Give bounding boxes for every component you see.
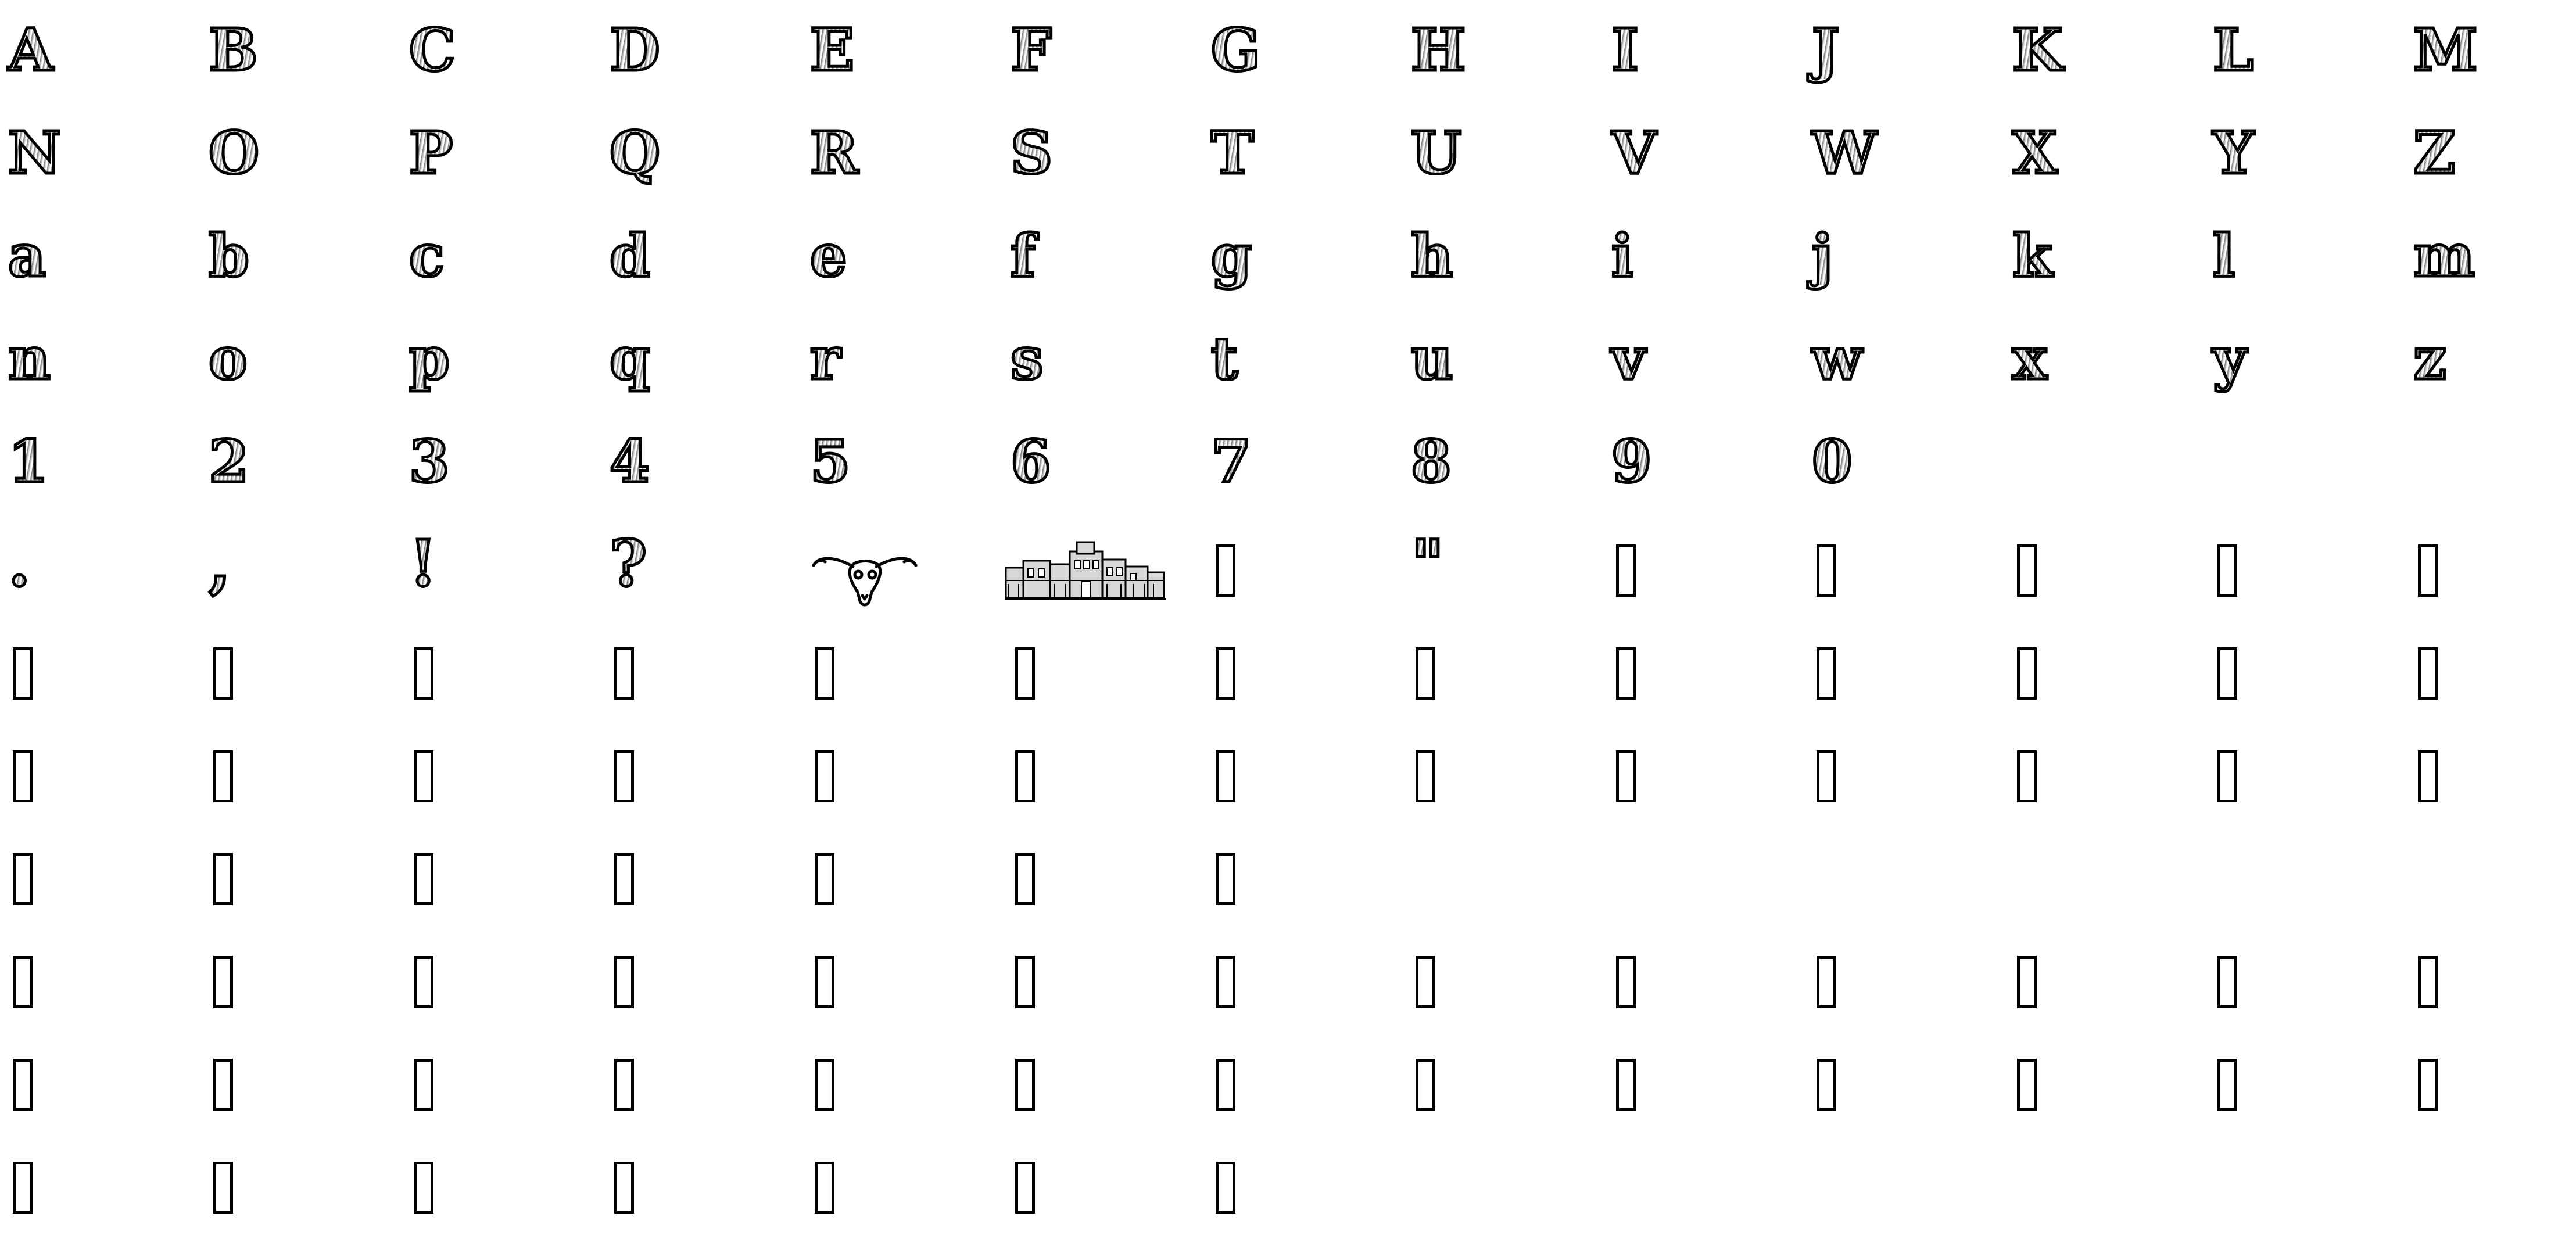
glyph-cell <box>1804 223 2001 325</box>
glyph-cell <box>200 1046 398 1148</box>
glyph-sample: s <box>1011 324 1044 393</box>
glyph-cell <box>200 635 398 737</box>
glyph-cell <box>1002 120 1200 223</box>
glyph-row <box>0 1046 2576 1148</box>
glyph-cell <box>1403 526 1600 634</box>
missing-glyph-box <box>414 1162 433 1214</box>
glyph-cell <box>2205 120 2402 223</box>
glyph-row <box>0 429 2576 531</box>
glyph-cell <box>200 1149 398 1251</box>
glyph-sample: O <box>209 119 260 187</box>
glyph-sample: U <box>1411 119 1462 187</box>
glyph-cell <box>1002 532 1200 634</box>
glyph-cell <box>2004 737 2202 840</box>
missing-glyph-box <box>1817 544 1836 597</box>
glyph-row <box>0 635 2576 737</box>
glyph-cell <box>601 737 799 840</box>
missing-glyph-box <box>1216 647 1235 700</box>
glyph-cell <box>200 526 398 634</box>
missing-glyph-box <box>1416 750 1435 802</box>
missing-glyph-box <box>1216 1162 1235 1214</box>
missing-glyph-box <box>1616 956 1636 1008</box>
glyph-cell <box>0 120 198 223</box>
missing-glyph-box <box>213 956 233 1008</box>
glyph-cell <box>601 1046 799 1148</box>
glyph-sample: G <box>1211 16 1261 84</box>
glyph-sample: , <box>209 526 231 601</box>
glyph-cell <box>1804 532 2001 634</box>
glyph-cell <box>2405 223 2576 325</box>
missing-glyph-box <box>1015 1059 1035 1111</box>
glyph-sample: T <box>1211 119 1255 187</box>
missing-glyph-box <box>13 1059 33 1111</box>
glyph-cell <box>2405 532 2576 634</box>
steer-skull-icon <box>802 532 999 634</box>
glyph-cell <box>2405 943 2576 1045</box>
glyph-sample: W <box>1812 119 1878 187</box>
glyph-cell <box>2205 223 2402 325</box>
missing-glyph-box <box>2017 750 2037 802</box>
glyph-cell <box>1002 17 1200 120</box>
glyph-cell <box>2205 943 2402 1045</box>
glyph-cell <box>802 532 999 634</box>
glyph-cell <box>1203 326 1400 428</box>
glyph-row <box>0 840 2576 942</box>
glyph-cell <box>802 635 999 737</box>
glyph-cell <box>401 1046 599 1148</box>
glyph-row <box>0 17 2576 120</box>
glyph-cell <box>1203 840 1400 942</box>
glyph-sample: 7 <box>1211 427 1252 496</box>
missing-glyph-box <box>2217 544 2237 597</box>
glyph-cell <box>401 737 599 840</box>
glyph-cell <box>2004 326 2202 428</box>
glyph-sample: Y <box>2213 119 2255 187</box>
missing-glyph-box <box>414 956 433 1008</box>
glyph-sample: . <box>8 526 31 601</box>
glyph-sample: X <box>2012 119 2058 187</box>
glyph-cell <box>1002 737 1200 840</box>
glyph-cell <box>802 120 999 223</box>
glyph-cell <box>1804 17 2001 120</box>
glyph-cell <box>401 326 599 428</box>
glyph-cell <box>401 526 599 634</box>
missing-glyph-box <box>13 647 33 700</box>
missing-glyph-box <box>1015 853 1035 905</box>
glyph-sample: I <box>1611 16 1639 84</box>
missing-glyph-box <box>13 956 33 1008</box>
glyph-cell <box>1203 17 1400 120</box>
glyph-cell <box>802 223 999 325</box>
missing-glyph-box <box>1216 1059 1235 1111</box>
glyph-cell <box>802 326 999 428</box>
glyph-cell <box>1603 223 1801 325</box>
glyph-cell <box>1603 17 1801 120</box>
glyph-cell <box>802 840 999 942</box>
missing-glyph-box <box>2418 544 2438 597</box>
glyph-sample: j <box>1812 221 1833 290</box>
glyph-cell <box>401 120 599 223</box>
glyph-sample: " <box>1411 526 1445 601</box>
glyph-cell <box>1603 1046 1801 1148</box>
glyph-cell <box>401 223 599 325</box>
missing-glyph-box <box>1416 1059 1435 1111</box>
glyph-cell <box>200 429 398 531</box>
missing-glyph-box <box>213 853 233 905</box>
glyph-cell <box>1002 635 1200 737</box>
glyph-sample: A <box>8 16 53 84</box>
glyph-cell <box>0 737 198 840</box>
missing-glyph-box <box>1216 750 1235 802</box>
missing-glyph-box <box>2217 750 2237 802</box>
glyph-sample: ! <box>409 526 438 601</box>
glyph-sample: S <box>1011 119 1053 187</box>
glyph-sample: z <box>2413 324 2446 393</box>
glyph-cell <box>802 1149 999 1251</box>
glyph-cell <box>200 943 398 1045</box>
glyph-sample: g <box>1211 221 1252 290</box>
glyph-cell <box>1002 326 1200 428</box>
missing-glyph-box <box>2418 956 2438 1008</box>
glyph-cell <box>2405 737 2576 840</box>
glyph-cell <box>1203 223 1400 325</box>
glyph-row <box>0 223 2576 325</box>
glyph-sample: k <box>2012 221 2053 290</box>
glyph-sample: 4 <box>610 427 650 496</box>
glyph-sample: i <box>1611 221 1633 290</box>
glyph-cell <box>2004 223 2202 325</box>
missing-glyph-box <box>213 1162 233 1214</box>
glyph-cell <box>601 635 799 737</box>
glyph-sample: R <box>810 119 859 187</box>
missing-glyph-box <box>614 1059 634 1111</box>
missing-glyph-box <box>1416 647 1435 700</box>
glyph-sample: M <box>2413 16 2478 84</box>
glyph-cell <box>1804 120 2001 223</box>
glyph-cell <box>2004 635 2202 737</box>
glyph-cell <box>401 635 599 737</box>
missing-glyph-box <box>1616 544 1636 597</box>
glyph-cell <box>1603 532 1801 634</box>
glyph-sample: r <box>810 324 841 393</box>
glyph-cell <box>1203 429 1400 531</box>
glyph-cell <box>1603 429 1801 531</box>
glyph-cell <box>601 223 799 325</box>
glyph-cell <box>1002 223 1200 325</box>
glyph-cell <box>1804 1046 2001 1148</box>
glyph-cell <box>401 840 599 942</box>
glyph-cell <box>0 1046 198 1148</box>
glyph-cell <box>2405 1046 2576 1148</box>
glyph-cell <box>1603 635 1801 737</box>
glyph-cell <box>1603 943 1801 1045</box>
glyph-cell <box>601 326 799 428</box>
missing-glyph-box <box>1216 956 1235 1008</box>
glyph-cell <box>401 1149 599 1251</box>
glyph-sample: l <box>2213 221 2235 290</box>
glyph-cell <box>601 120 799 223</box>
missing-glyph-box <box>815 853 834 905</box>
glyph-cell <box>0 943 198 1045</box>
glyph-cell <box>601 17 799 120</box>
missing-glyph-box <box>414 750 433 802</box>
glyph-cell <box>1403 120 1600 223</box>
glyph-row <box>0 326 2576 428</box>
glyph-sample: e <box>810 221 847 290</box>
glyph-sample: p <box>409 324 450 393</box>
glyph-sample: 0 <box>1812 427 1853 496</box>
glyph-sample: D <box>610 16 660 84</box>
glyph-sample: 1 <box>8 427 49 496</box>
glyph-cell <box>601 429 799 531</box>
glyph-sample: F <box>1011 16 1052 84</box>
missing-glyph-box <box>213 647 233 700</box>
missing-glyph-box <box>815 1059 834 1111</box>
glyph-cell <box>2205 737 2402 840</box>
glyph-cell <box>1203 532 1400 634</box>
missing-glyph-box <box>1616 647 1636 700</box>
glyph-sample: y <box>2213 324 2247 393</box>
glyph-cell <box>601 526 799 634</box>
missing-glyph-box <box>815 750 834 802</box>
glyph-cell <box>1002 429 1200 531</box>
missing-glyph-box <box>614 750 634 802</box>
glyph-cell <box>0 526 198 634</box>
glyph-cell <box>1203 737 1400 840</box>
glyph-cell <box>2405 120 2576 223</box>
missing-glyph-box <box>1817 1059 1836 1111</box>
glyph-cell <box>1403 635 1600 737</box>
glyph-cell <box>1603 326 1801 428</box>
glyph-sample: L <box>2213 16 2254 84</box>
missing-glyph-box <box>1616 1059 1636 1111</box>
missing-glyph-box <box>2418 750 2438 802</box>
glyph-cell <box>2004 120 2202 223</box>
glyph-cell <box>2205 326 2402 428</box>
missing-glyph-box <box>2418 647 2438 700</box>
glyph-sample: o <box>209 324 248 393</box>
glyph-sample: a <box>8 221 46 290</box>
glyph-cell <box>1403 737 1600 840</box>
glyph-cell <box>1203 1149 1400 1251</box>
glyph-cell <box>1002 1046 1200 1148</box>
glyph-sample: B <box>209 16 258 84</box>
glyph-cell <box>200 840 398 942</box>
missing-glyph-box <box>13 1162 33 1214</box>
missing-glyph-box <box>1817 647 1836 700</box>
glyph-cell <box>802 943 999 1045</box>
glyph-cell <box>1403 223 1600 325</box>
glyph-cell <box>0 840 198 942</box>
glyph-cell <box>1804 737 2001 840</box>
glyph-cell <box>0 17 198 120</box>
glyph-cell <box>0 326 198 428</box>
glyph-sample: J <box>1812 16 1840 84</box>
glyph-cell <box>1203 1046 1400 1148</box>
missing-glyph-box <box>815 647 834 700</box>
glyph-sample: t <box>1211 324 1238 393</box>
glyph-sample: w <box>1812 324 1862 393</box>
glyph-cell <box>1002 840 1200 942</box>
glyph-sample: P <box>409 119 453 187</box>
missing-glyph-box <box>1817 956 1836 1008</box>
glyph-sample: h <box>1411 221 1453 290</box>
missing-glyph-box <box>13 853 33 905</box>
glyph-cell <box>2205 532 2402 634</box>
missing-glyph-box <box>614 647 634 700</box>
glyph-cell <box>802 737 999 840</box>
glyph-cell <box>200 326 398 428</box>
missing-glyph-box <box>213 1059 233 1111</box>
missing-glyph-box <box>1817 750 1836 802</box>
glyph-row <box>0 120 2576 223</box>
missing-glyph-box <box>1416 956 1435 1008</box>
missing-glyph-box <box>614 853 634 905</box>
missing-glyph-box <box>2017 647 2037 700</box>
missing-glyph-box <box>1015 1162 1035 1214</box>
missing-glyph-box <box>414 853 433 905</box>
missing-glyph-box <box>213 750 233 802</box>
glyph-cell <box>2004 943 2202 1045</box>
glyph-cell <box>1403 429 1600 531</box>
glyph-sample: ? <box>610 526 647 601</box>
missing-glyph-box <box>2017 544 2037 597</box>
glyph-cell <box>2405 326 2576 428</box>
glyph-sample: Z <box>2413 119 2456 187</box>
glyph-sample: m <box>2413 221 2475 290</box>
glyph-sample: 9 <box>1611 427 1652 496</box>
glyph-cell <box>2205 17 2402 120</box>
glyph-cell <box>1804 326 2001 428</box>
glyph-sample: u <box>1411 324 1453 393</box>
glyph-cell <box>0 1149 198 1251</box>
glyph-sample: q <box>610 324 650 393</box>
glyph-sample: 6 <box>1011 427 1051 496</box>
saloon-street-icon <box>1002 532 1200 634</box>
glyph-cell <box>1804 943 2001 1045</box>
glyph-cell <box>401 429 599 531</box>
glyph-sample: K <box>2012 16 2063 84</box>
missing-glyph-box <box>614 956 634 1008</box>
missing-glyph-box <box>2217 956 2237 1008</box>
glyph-cell <box>0 223 198 325</box>
glyph-cell <box>601 840 799 942</box>
glyph-cell <box>200 737 398 840</box>
glyph-cell <box>1403 17 1600 120</box>
glyph-sample: N <box>8 119 62 187</box>
missing-glyph-box <box>2017 956 2037 1008</box>
glyph-sample: 5 <box>810 427 851 496</box>
missing-glyph-box <box>1616 750 1636 802</box>
missing-glyph-box <box>1216 544 1235 597</box>
glyph-sample: d <box>610 221 650 290</box>
glyph-sample: Q <box>610 119 661 187</box>
glyph-cell <box>1403 943 1600 1045</box>
glyph-sample: 2 <box>209 427 249 496</box>
glyph-cell <box>1804 635 2001 737</box>
glyph-cell <box>1603 737 1801 840</box>
glyph-sample: b <box>209 221 249 290</box>
glyph-cell <box>1203 120 1400 223</box>
glyph-sample: f <box>1011 221 1036 290</box>
glyph-sample: E <box>810 16 855 84</box>
glyph-cell <box>601 943 799 1045</box>
missing-glyph-box <box>1015 647 1035 700</box>
glyph-cell <box>1804 429 2001 531</box>
glyph-cell <box>2405 17 2576 120</box>
glyph-sample: 3 <box>409 427 450 496</box>
missing-glyph-box <box>13 750 33 802</box>
glyph-cell <box>0 429 198 531</box>
glyph-sample: x <box>2012 324 2047 393</box>
glyph-cell <box>802 17 999 120</box>
glyph-cell <box>200 120 398 223</box>
missing-glyph-box <box>815 956 834 1008</box>
glyph-cell <box>401 943 599 1045</box>
glyph-sample: n <box>8 324 51 393</box>
missing-glyph-box <box>2217 647 2237 700</box>
glyph-cell <box>1403 326 1600 428</box>
glyph-row <box>0 1149 2576 1251</box>
glyph-cell <box>401 17 599 120</box>
glyph-cell <box>1002 1149 1200 1251</box>
glyph-cell <box>1203 635 1400 737</box>
glyph-cell <box>802 1046 999 1148</box>
missing-glyph-box <box>2217 1059 2237 1111</box>
glyph-cell <box>1403 1046 1600 1148</box>
glyph-cell <box>0 635 198 737</box>
glyph-sample: H <box>1411 16 1466 84</box>
glyph-cell <box>2205 635 2402 737</box>
glyph-sample: V <box>1611 119 1657 187</box>
glyph-cell <box>802 429 999 531</box>
glyph-cell <box>2004 1046 2202 1148</box>
glyph-row <box>0 737 2576 840</box>
missing-glyph-box <box>1015 956 1035 1008</box>
missing-glyph-box <box>414 1059 433 1111</box>
glyph-cell <box>1203 943 1400 1045</box>
glyph-row <box>0 526 2576 634</box>
missing-glyph-box <box>1015 750 1035 802</box>
glyph-cell <box>601 1149 799 1251</box>
glyph-cell <box>2004 532 2202 634</box>
glyph-sample: v <box>1611 324 1646 393</box>
glyph-cell <box>2205 1046 2402 1148</box>
glyph-cell <box>200 223 398 325</box>
glyph-sample: 8 <box>1411 427 1452 496</box>
glyph-cell <box>200 17 398 120</box>
glyph-sample: c <box>409 221 445 290</box>
glyph-cell <box>1603 120 1801 223</box>
glyph-cell <box>2405 635 2576 737</box>
missing-glyph-box <box>2418 1059 2438 1111</box>
glyph-cell <box>2004 17 2202 120</box>
missing-glyph-box <box>2017 1059 2037 1111</box>
glyph-row <box>0 943 2576 1045</box>
missing-glyph-box <box>1216 853 1235 905</box>
missing-glyph-box <box>414 647 433 700</box>
glyph-sample: C <box>409 16 456 84</box>
missing-glyph-box <box>815 1162 834 1214</box>
missing-glyph-box <box>614 1162 634 1214</box>
glyph-cell <box>1002 943 1200 1045</box>
